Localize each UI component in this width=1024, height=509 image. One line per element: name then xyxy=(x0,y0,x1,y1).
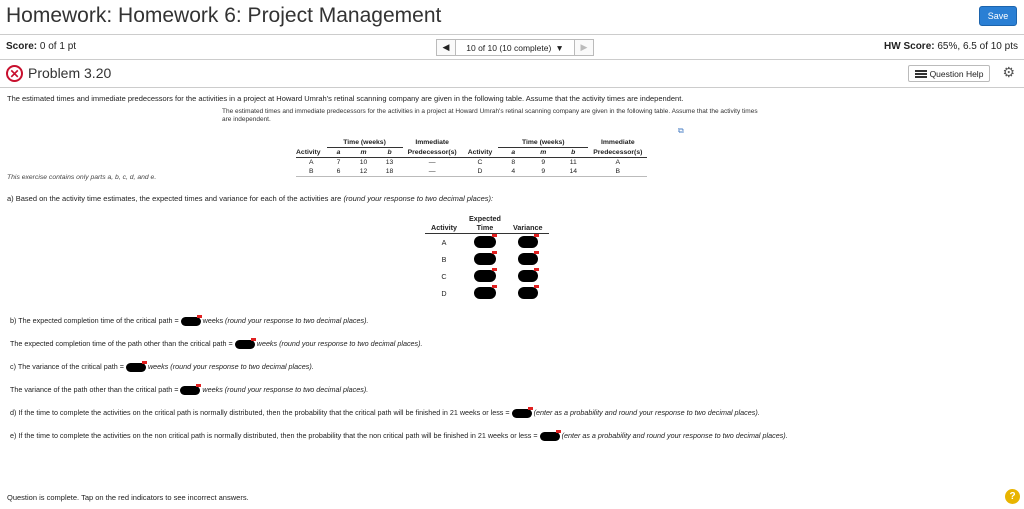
title-bar xyxy=(0,0,1024,34)
expected-time-table xyxy=(425,214,549,302)
expected-time-input-d[interactable] xyxy=(474,287,496,299)
d-round: (enter as a probability and round your response to two decimal places). xyxy=(533,408,760,417)
question-selector-label: 10 of 10 (10 complete) xyxy=(466,42,552,53)
cell: 9 xyxy=(528,167,558,177)
table-row xyxy=(296,158,647,168)
e-text: e) If the time to complete the activities on the non critical path is normally distributed, then the probability that the non critical path will be finished in 21 weeks or less = xyxy=(10,431,538,440)
variance-input-b[interactable] xyxy=(518,253,538,265)
col-variance: Variance xyxy=(507,214,549,234)
table-row xyxy=(296,167,647,177)
page-title: Homework: Homework 6: Project Management xyxy=(6,4,442,27)
question-c2 xyxy=(10,385,368,395)
hw-score-label: HW Score: xyxy=(884,41,935,52)
cell: A xyxy=(615,159,621,166)
noncritical-path-time-input[interactable] xyxy=(235,340,255,349)
problem-title: Problem 3.20 xyxy=(28,65,112,81)
save-button[interactable]: Save xyxy=(979,6,1017,26)
question-nav xyxy=(436,39,594,56)
help-icon[interactable]: ? xyxy=(1005,489,1020,504)
b1-unit: weeks xyxy=(202,316,224,325)
variance-input-a[interactable] xyxy=(518,236,538,248)
score-bar xyxy=(0,34,1024,60)
table-row xyxy=(425,268,549,285)
arrow-right-icon: ▶ xyxy=(580,42,588,52)
time-weeks-header-2: Time (weeks) xyxy=(498,138,588,148)
cell: 7 xyxy=(336,159,341,166)
expected-line-2: Time xyxy=(476,223,494,232)
col-b: b xyxy=(377,148,403,158)
time-weeks-header: Time (weeks) xyxy=(327,138,403,148)
immediate-header-2: Immediate xyxy=(601,139,635,147)
table-row xyxy=(425,285,549,302)
b1-text: b) The expected completion time of the critical path = xyxy=(10,316,179,325)
question-help-button[interactable] xyxy=(908,65,990,82)
cell: 11 xyxy=(569,159,577,166)
list-icon xyxy=(915,70,927,78)
expected-time-input-c[interactable] xyxy=(474,270,496,282)
critical-path-variance-input[interactable] xyxy=(126,363,146,372)
b2-text: The expected completion time of the path other than the critical path = xyxy=(10,339,233,348)
problem-bar xyxy=(0,60,1024,88)
cell: C xyxy=(477,159,483,166)
incorrect-x-icon: ✕ xyxy=(6,65,23,82)
expected-time-input-a[interactable] xyxy=(474,236,496,248)
part-a-round: (round your response to two decimal places): xyxy=(343,194,494,203)
table-row xyxy=(425,251,549,268)
critical-path-probability-input[interactable] xyxy=(512,409,532,418)
b2-round: weeks (round your response to two decimal places). xyxy=(256,339,423,348)
expected-line-1: Expected xyxy=(468,214,501,223)
gear-icon[interactable]: ⚙ xyxy=(1002,64,1015,80)
cell: 8 xyxy=(511,159,516,166)
hw-score xyxy=(884,41,1018,52)
cell: 9 xyxy=(541,159,546,166)
c2-text: The variance of the path other than the critical path = xyxy=(10,385,179,394)
col-pred-2: Predecessor(s) xyxy=(588,148,647,158)
cell: — xyxy=(428,159,436,166)
c1-round: weeks (round your response to two decimal places). xyxy=(147,362,314,371)
col-a-2: a xyxy=(498,148,528,158)
col-activity: Activity xyxy=(296,148,327,158)
score xyxy=(6,41,76,52)
cell: 13 xyxy=(385,159,394,166)
col-m: m xyxy=(351,148,377,158)
cell: 4 xyxy=(498,167,528,177)
cell: D xyxy=(462,167,499,177)
e-round: (enter as a probability and round your response to two decimal places). xyxy=(561,431,788,440)
cell: 14 xyxy=(558,167,588,177)
question-c1 xyxy=(10,362,314,372)
immediate-header: Immediate xyxy=(415,139,449,147)
cell: A xyxy=(309,159,314,166)
part-a-text: a) Based on the activity time estimates, the expected times and variance for each of the activities are xyxy=(7,194,342,203)
intro-text: The estimated times and immediate predecessors for the activities in a project at Howard Umrah's retinal scanning company are given in the following table. Assume that the activity times are independent. xyxy=(7,94,684,103)
table-row xyxy=(425,234,549,251)
activity-cell: C xyxy=(441,271,447,281)
next-question-button[interactable] xyxy=(574,39,594,56)
exercise-note: This exercise contains only parts a, b, c, d, and e. xyxy=(7,174,157,181)
col-a: a xyxy=(327,148,351,158)
critical-path-time-input[interactable] xyxy=(181,317,201,326)
question-selector[interactable] xyxy=(456,39,574,56)
score-label: Score: xyxy=(6,41,38,52)
variance-input-c[interactable] xyxy=(518,270,538,282)
arrow-left-icon: ◀ xyxy=(442,42,450,52)
activity-cell: A xyxy=(441,237,447,247)
cell: — xyxy=(403,167,462,177)
col-activity-exp: Activity xyxy=(425,214,463,234)
c2-round: weeks (round your response to two decimal places). xyxy=(202,385,369,394)
col-activity-2: Activity xyxy=(462,148,499,158)
cell: 6 xyxy=(327,167,351,177)
prev-question-button[interactable] xyxy=(436,39,456,56)
c1-text: c) The variance of the critical path = xyxy=(10,362,124,371)
noncritical-path-probability-input[interactable] xyxy=(540,432,560,441)
cell: B xyxy=(296,167,327,177)
cell: 10 xyxy=(359,159,368,166)
question-b2 xyxy=(10,339,423,349)
activity-table xyxy=(296,138,647,177)
table-caption: The estimated times and immediate predecessors for the activities in a project at Howard Umrah's retinal scanning company are given in the following table. Assume that the activity times are independent. xyxy=(222,108,758,123)
variance-input-d[interactable] xyxy=(518,287,538,299)
status-footer: Question is complete. Tap on the red indicators to see incorrect answers. xyxy=(7,493,249,502)
question-b1 xyxy=(10,316,368,326)
col-m-2: m xyxy=(528,148,558,158)
expected-time-input-b[interactable] xyxy=(474,253,496,265)
d-text: d) If the time to complete the activities on the critical path is normally distributed, then the probability that the critical path will be finished in 21 weeks or less = xyxy=(10,408,510,417)
question-help-label: Question Help xyxy=(929,68,984,79)
question-d xyxy=(10,408,760,418)
col-b-2: b xyxy=(558,148,588,158)
cell: 18 xyxy=(377,167,403,177)
b1-round: (round your response to two decimal places). xyxy=(225,316,369,325)
col-expected-time xyxy=(463,214,507,234)
noncritical-path-variance-input[interactable] xyxy=(180,386,200,395)
score-value: 0 of 1 pt xyxy=(39,41,77,52)
hw-score-value: 65%, 6.5 of 10 pts xyxy=(937,41,1018,52)
question-e xyxy=(10,431,788,441)
part-a-prompt xyxy=(7,194,493,203)
copy-icon[interactable]: ⧉ xyxy=(678,126,684,135)
activity-cell: B xyxy=(441,254,447,264)
activity-cell: D xyxy=(441,288,447,298)
cell: 12 xyxy=(351,167,377,177)
cell: B xyxy=(588,167,647,177)
col-pred: Predecessor(s) xyxy=(403,148,462,158)
caret-down-icon: ▼ xyxy=(555,42,564,53)
